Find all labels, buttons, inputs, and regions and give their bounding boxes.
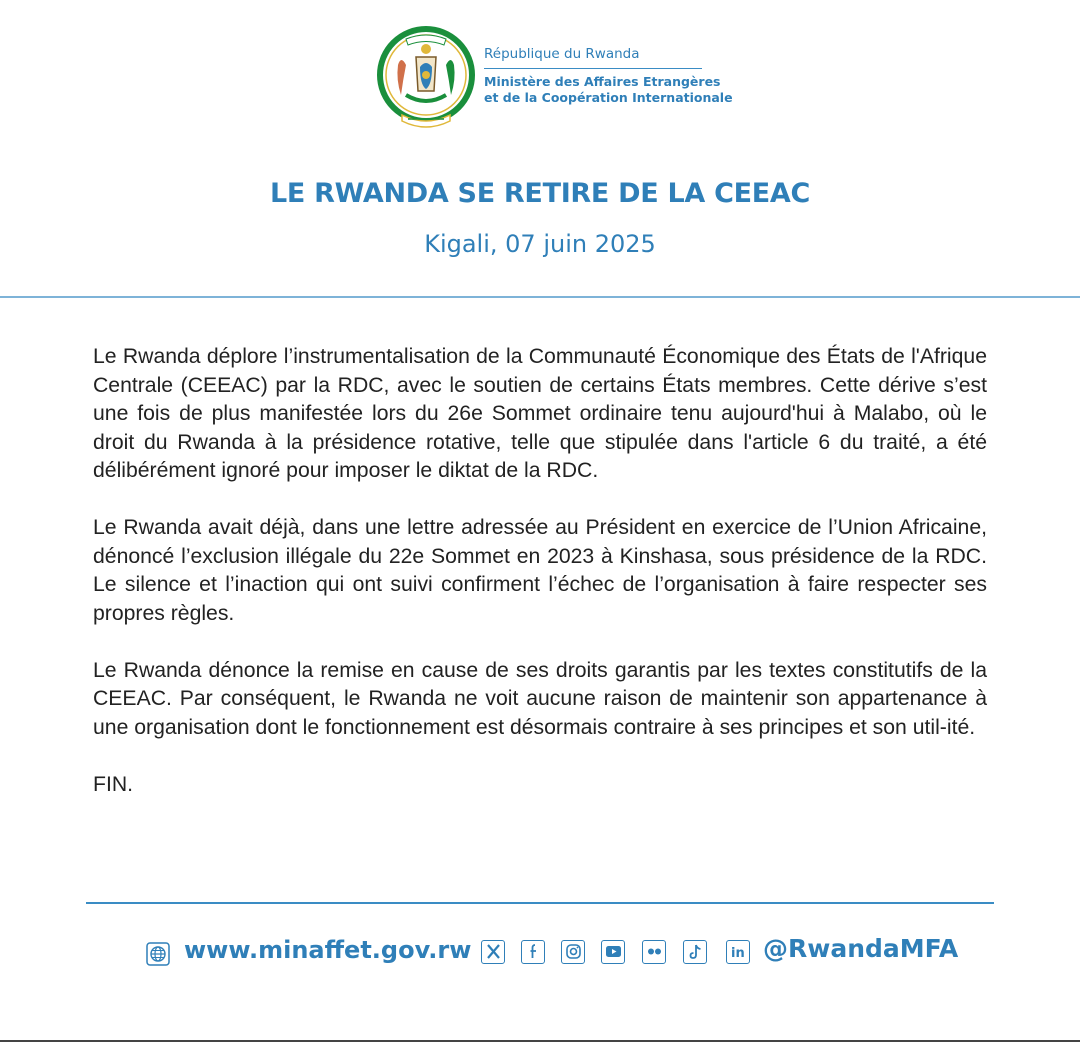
header-divider bbox=[484, 68, 702, 69]
paragraph: Le Rwanda dénonce la remise en cause de ses droits garantis par les textes constitutifs de la CEEAC. Par conséquent, le Rwanda ne voit aucune raison de maintenir son appartenance à une organisation dont le fonctionnement est désormais contraire à ses principes et son util-ité. bbox=[93, 658, 987, 739]
x-icon[interactable] bbox=[481, 940, 505, 964]
closing-fin: FIN. bbox=[93, 772, 134, 796]
ministry-block bbox=[484, 46, 733, 106]
paragraph: Le Rwanda déplore l’instrumentalisation de la Communauté Économique des États de l'Afrique Centrale (CEEAC) par la RDC, avec le soutien de certains États membres. Cette dérive s’est une fois de plus manifestée lors du 26e Sommet ordinaire tenu aujourd'hui à Malabo, où le droit du Rwanda à la présidence rotative, telle que stipulée dans l'article 6 du traité, a été délibérément ignoré pour imposer le diktat de la RDC. bbox=[93, 345, 987, 482]
social-handle[interactable]: @RwandaMFA bbox=[763, 934, 959, 963]
instagram-icon[interactable] bbox=[561, 940, 585, 964]
paragraph: Le Rwanda avait déjà, dans une lettre adressée au Président en exercice de l’Union Africaine, dénoncé l’exclusion illégale du 22e Sommet en 2023 à Kinshasa, sous présidence de la RDC. Le silence et l’inaction qui ont suivi confirment l’échec de l’organisation à faire respecter ses propres règles. bbox=[93, 516, 987, 625]
footer bbox=[0, 930, 1080, 974]
tiktok-icon[interactable] bbox=[683, 940, 707, 964]
date-line: Kigali, 07 juin 2025 bbox=[424, 230, 656, 258]
website-link[interactable]: www.minaffet.gov.rw bbox=[184, 936, 472, 964]
youtube-icon[interactable] bbox=[601, 940, 625, 964]
ministry-name-line-2: et de la Coopération Internationale bbox=[484, 90, 733, 105]
statement-body bbox=[93, 343, 987, 828]
ministry-name-line-1: Ministère des Affaires Etrangères bbox=[484, 74, 721, 89]
linkedin-icon[interactable] bbox=[726, 940, 750, 964]
globe-icon bbox=[146, 942, 170, 966]
document-title: LE RWANDA SE RETIRE DE LA CEEAC bbox=[269, 178, 811, 209]
letterhead bbox=[0, 0, 1080, 300]
svg-text:in: in bbox=[730, 946, 745, 961]
title-divider bbox=[0, 296, 1080, 298]
footer-divider bbox=[86, 902, 994, 904]
facebook-icon[interactable] bbox=[521, 940, 545, 964]
flickr-icon[interactable] bbox=[642, 940, 666, 964]
republic-name: République du Rwanda bbox=[484, 46, 640, 62]
rwanda-coat-of-arms-icon bbox=[376, 25, 476, 133]
